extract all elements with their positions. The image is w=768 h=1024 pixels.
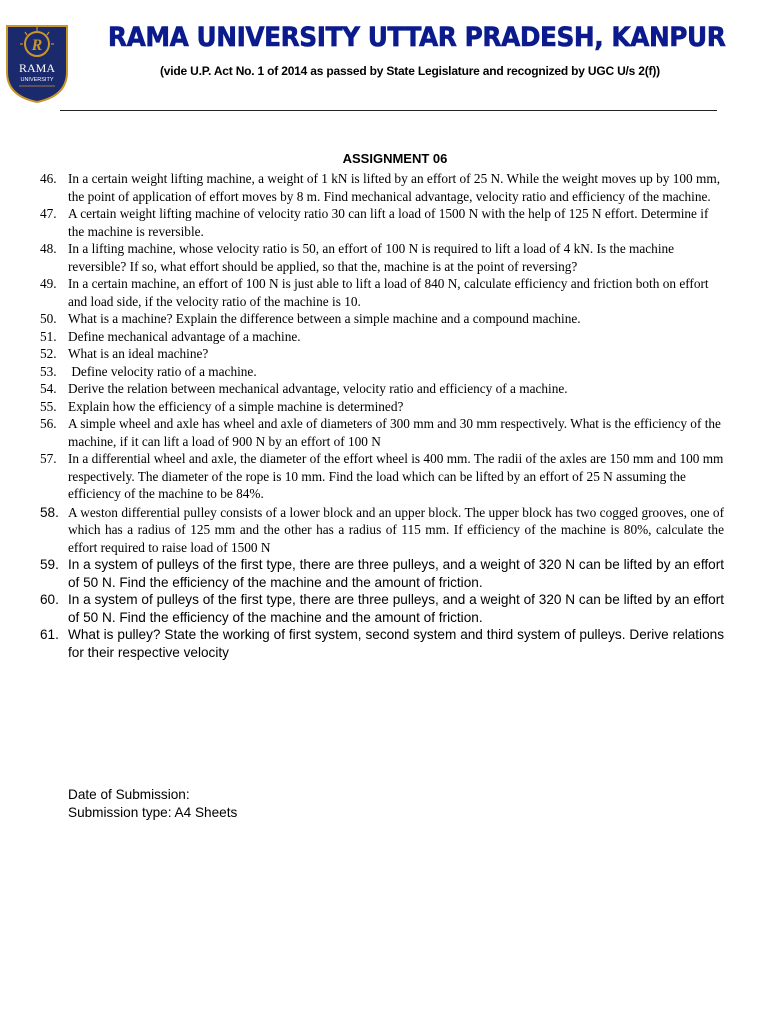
question-text: What is a machine? Explain the difference between a simple machine and a compound machine.: [68, 311, 581, 326]
question-text: Derive the relation between mechanical advantage, velocity ratio and efficiency of a machine.: [68, 381, 568, 396]
submission-type: Submission type: A4 Sheets: [68, 805, 238, 820]
question-number: 57.: [40, 451, 57, 466]
question-item: [40, 415, 724, 450]
svg-text:RAMA: RAMA: [18, 61, 56, 75]
question-text: A simple wheel and axle has wheel and axle of diameters of 300 mm and 30 mm respectively. What is the efficiency of the machine, if it can lift a load of 900 N by an effort of 100 N: [68, 416, 721, 449]
question-number: 61.: [40, 627, 59, 642]
question-number: 55.: [40, 398, 57, 414]
question-number: 56.: [40, 416, 57, 431]
header-divider: [60, 110, 717, 111]
question-text: In a differential wheel and axle, the diameter of the effort wheel is 400 mm. The radii of the axles are 150 mm and 100 mm respectively. The diameter of the rope is 10 mm. Find the load which can be lifted by an effort of 25 N assuming the efficiency of the machine to be 84%.: [68, 451, 724, 501]
university-name: RAMA UNIVERSITY UTTAR PRADESH, KANPUR: [107, 22, 726, 53]
svg-text:R: R: [31, 37, 43, 54]
question-item: [40, 205, 724, 240]
question-text: In a lifting machine, whose velocity ratio is 50, an effort of 100 N is required to lift a load of 4 kN. Is the machine reversible? If so, what effort should be applied, so that the, machine is at the point of reversing?: [68, 241, 675, 274]
question-item: [40, 398, 724, 416]
question-item: [40, 170, 724, 205]
question-text: In a system of pulleys of the first type, there are three pulleys, and a weight of 320 N can be lifted by an effort of 50 N. Find the efficiency of the machine and the amount of friction.: [68, 557, 724, 590]
assignment-title: ASSIGNMENT 06: [342, 151, 448, 166]
question-item: [40, 275, 724, 310]
question-number: 50.: [40, 311, 57, 326]
question-text: What is an ideal machine?: [68, 346, 209, 361]
question-text: A weston differential pulley consists of a lower block and an upper block. The upper block has two cogged grooves, one of which has a radius of 125 mm and the other has a radius of 115 mm. If efficiency of the machine is 80%, calculate the effort required to raise load of 1500 N: [68, 504, 724, 555]
question-number: 52.: [40, 346, 57, 361]
question-item: [40, 450, 724, 503]
question-item: [40, 240, 724, 275]
question-number: 59.: [40, 557, 59, 572]
question-item: [40, 556, 724, 591]
question-item: [40, 380, 724, 398]
question-text: What is pulley? State the working of first system, second system and third system of pulleys. Derive relations for their respective velocity: [68, 627, 724, 660]
question-item: [40, 345, 724, 363]
question-item: [40, 591, 724, 626]
university-subtitle: (vide U.P. Act No. 1 of 2014 as passed by State Legislature and recognized by UGC U/s 2(f)): [160, 64, 660, 78]
question-number: 53.: [40, 363, 57, 379]
question-number: 46.: [40, 171, 57, 186]
question-number: 49.: [40, 276, 57, 291]
question-number: 51.: [40, 328, 57, 344]
question-item: [40, 363, 724, 381]
question-text: In a system of pulleys of the first type, there are three pulleys, and a weight of 320 N can be lifted by an effort of 50 N. Find the efficiency of the machine and the amount of friction.: [68, 592, 724, 625]
question-list: [40, 170, 724, 661]
question-text: In a certain machine, an effort of 100 N is just able to lift a load of 840 N, calculate efficiency and friction both on effort and load side, if the velocity ratio of the machine is 10.: [68, 276, 709, 309]
question-number: 48.: [40, 241, 57, 256]
question-item: [40, 504, 724, 557]
submission-info: [68, 786, 237, 822]
question-text: Define velocity ratio of a machine.: [68, 363, 257, 379]
question-number: 54.: [40, 381, 57, 396]
question-item: [40, 310, 724, 328]
question-number: 58.: [40, 504, 59, 520]
question-number: 47.: [40, 206, 57, 221]
question-text: A certain weight lifting machine of velocity ratio 30 can lift a load of 1500 N with the help of 125 N effort. Determine if the machine is reversible.: [68, 206, 709, 239]
question-item: [40, 328, 724, 346]
question-text: In a certain weight lifting machine, a weight of 1 kN is lifted by an effort of 25 N. While the weight moves up by 100 mm, the point of application of effort moves by 8 m. Find mechanical advantage, velocity ratio and efficiency of the machine.: [68, 171, 721, 204]
date-of-submission: Date of Submission:: [68, 787, 190, 802]
svg-text:UNIVERSITY: UNIVERSITY: [20, 77, 54, 83]
question-item: [40, 626, 724, 661]
question-text: Define mechanical advantage of a machine.: [68, 328, 301, 344]
question-number: 60.: [40, 592, 59, 607]
question-text: Explain how the efficiency of a simple machine is determined?: [68, 398, 404, 414]
